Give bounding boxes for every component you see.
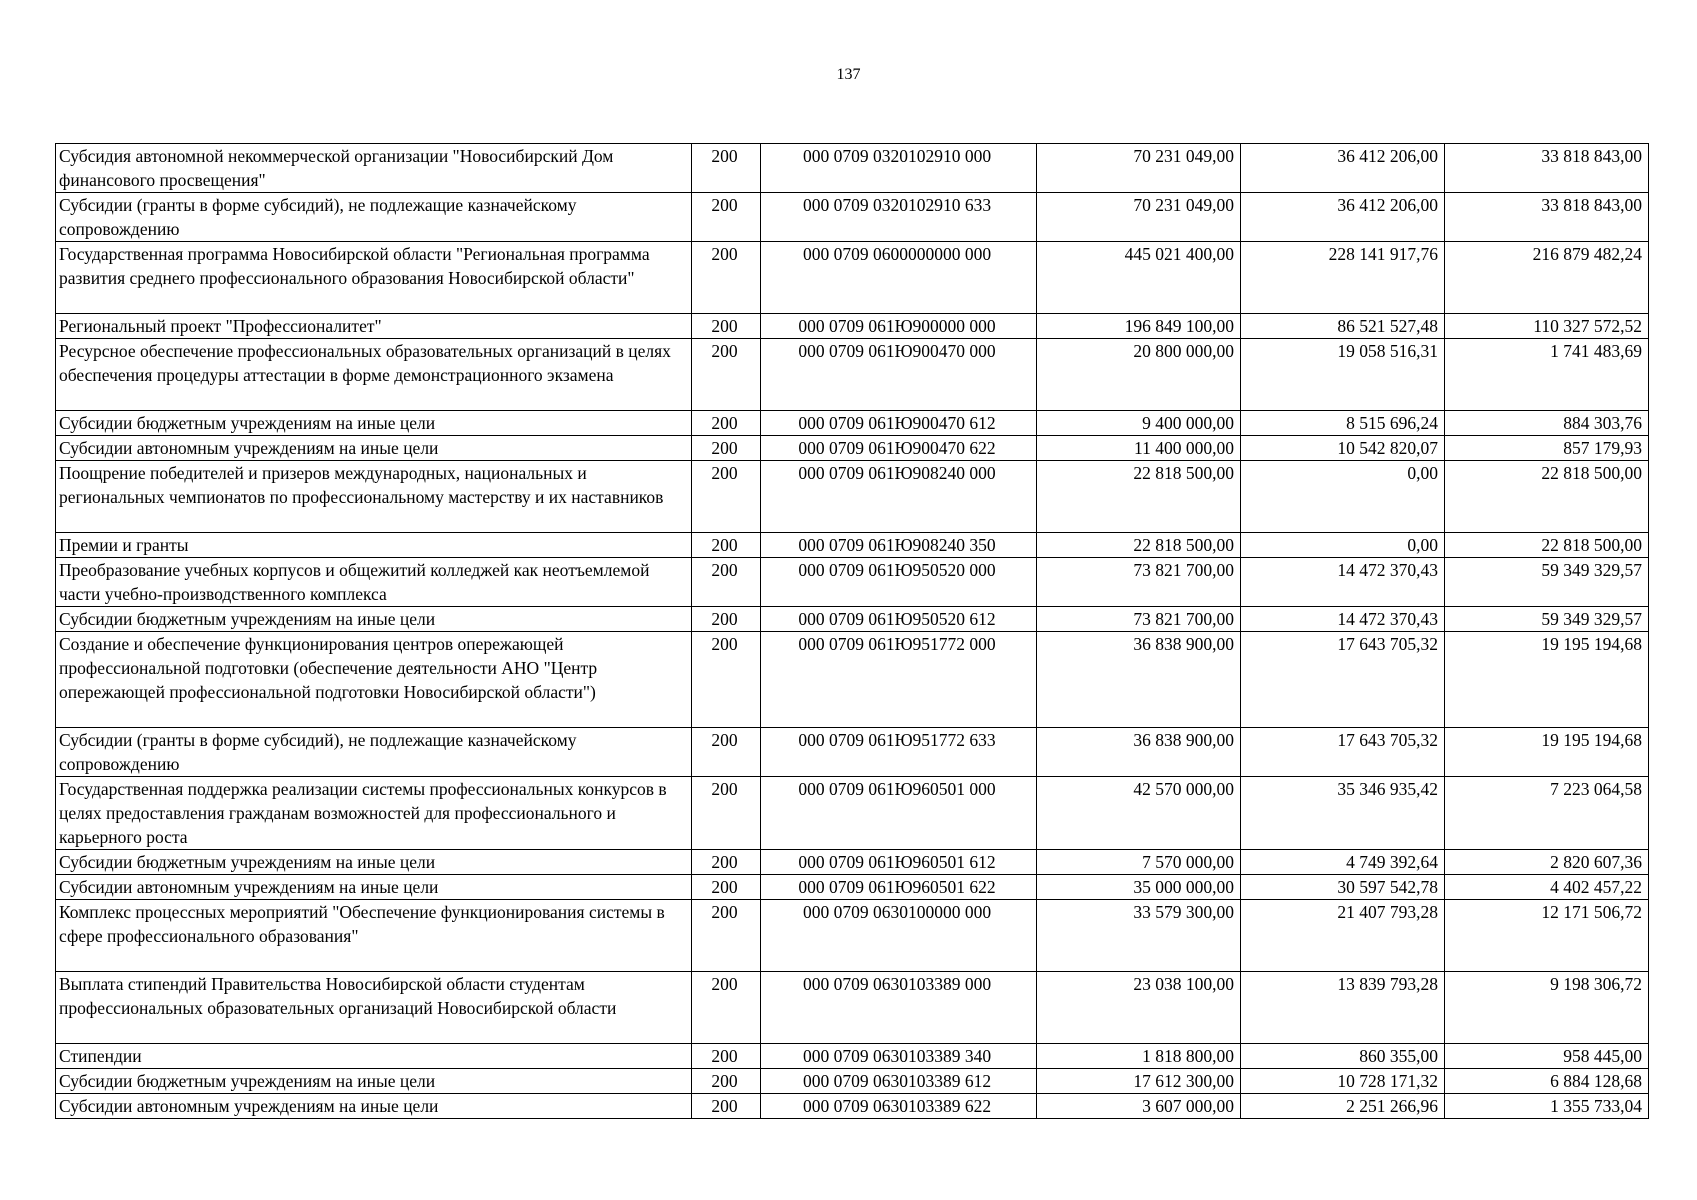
- admin-code: 200: [692, 411, 761, 436]
- unexecuted-amount: 33 818 843,00: [1445, 144, 1649, 193]
- expense-name: Субсидии (гранты в форме субсидий), не подлежащие казначейскому сопровождению: [56, 193, 692, 242]
- budget-classification-code: 000 0709 061Ю951772 633: [761, 728, 1037, 777]
- executed-amount: 2 251 266,96: [1241, 1094, 1445, 1119]
- unexecuted-amount: 4 402 457,22: [1445, 875, 1649, 900]
- admin-code: 200: [692, 144, 761, 193]
- approved-amount: 33 579 300,00: [1037, 900, 1241, 972]
- expense-name: Государственная программа Новосибирской области "Региональная программа развития среднего профессионального образования Новосибирской области": [56, 242, 692, 314]
- budget-classification-code: 000 0709 061Ю900000 000: [761, 314, 1037, 339]
- page-number: 137: [836, 66, 861, 83]
- approved-amount: 35 000 000,00: [1037, 875, 1241, 900]
- unexecuted-amount: 22 818 500,00: [1445, 533, 1649, 558]
- executed-amount: 19 058 516,31: [1241, 339, 1445, 411]
- expense-name: Субсидии бюджетным учреждениям на иные цели: [56, 607, 692, 632]
- expense-name: Поощрение победителей и призеров международных, национальных и региональных чемпионатов по профессиональному мастерству и их наставников: [56, 461, 692, 533]
- admin-code: 200: [692, 1069, 761, 1094]
- executed-amount: 10 728 171,32: [1241, 1069, 1445, 1094]
- admin-code: 200: [692, 900, 761, 972]
- unexecuted-amount: 6 884 128,68: [1445, 1069, 1649, 1094]
- budget-classification-code: 000 0709 061Ю960501 000: [761, 777, 1037, 850]
- unexecuted-amount: 59 349 329,57: [1445, 607, 1649, 632]
- budget-classification-code: 000 0709 0630103389 340: [761, 1044, 1037, 1069]
- unexecuted-amount: 2 820 607,36: [1445, 850, 1649, 875]
- table-row: [56, 972, 1649, 1044]
- budget-classification-code: 000 0709 061Ю900470 612: [761, 411, 1037, 436]
- table-row: [56, 144, 1649, 193]
- expense-name: Региональный проект "Профессионалитет": [56, 314, 692, 339]
- admin-code: 200: [692, 1094, 761, 1119]
- executed-amount: 860 355,00: [1241, 1044, 1445, 1069]
- expense-name: Субсидии бюджетным учреждениям на иные цели: [56, 850, 692, 875]
- executed-amount: 10 542 820,07: [1241, 436, 1445, 461]
- approved-amount: 445 021 400,00: [1037, 242, 1241, 314]
- unexecuted-amount: 857 179,93: [1445, 436, 1649, 461]
- budget-classification-code: 000 0709 0320102910 633: [761, 193, 1037, 242]
- table-row: [56, 533, 1649, 558]
- table-row: [56, 632, 1649, 728]
- budget-classification-code: 000 0709 0630103389 622: [761, 1094, 1037, 1119]
- executed-amount: 8 515 696,24: [1241, 411, 1445, 436]
- executed-amount: 228 141 917,76: [1241, 242, 1445, 314]
- budget-classification-code: 000 0709 0630103389 612: [761, 1069, 1037, 1094]
- unexecuted-amount: 216 879 482,24: [1445, 242, 1649, 314]
- unexecuted-amount: 12 171 506,72: [1445, 900, 1649, 972]
- admin-code: 200: [692, 875, 761, 900]
- unexecuted-amount: 1 355 733,04: [1445, 1094, 1649, 1119]
- approved-amount: 42 570 000,00: [1037, 777, 1241, 850]
- executed-amount: 14 472 370,43: [1241, 558, 1445, 607]
- budget-classification-code: 000 0709 061Ю960501 612: [761, 850, 1037, 875]
- executed-amount: 21 407 793,28: [1241, 900, 1445, 972]
- admin-code: 200: [692, 607, 761, 632]
- expense-name: Субсидии автономным учреждениям на иные цели: [56, 436, 692, 461]
- executed-amount: 30 597 542,78: [1241, 875, 1445, 900]
- executed-amount: 17 643 705,32: [1241, 632, 1445, 728]
- expense-name: Субсидии автономным учреждениям на иные цели: [56, 1094, 692, 1119]
- executed-amount: 0,00: [1241, 461, 1445, 533]
- expense-name: Стипендии: [56, 1044, 692, 1069]
- table-row: [56, 461, 1649, 533]
- executed-amount: 35 346 935,42: [1241, 777, 1445, 850]
- expense-name: Создание и обеспечение функционирования центров опережающей профессиональной подготовки (обеспечение деятельности АНО "Центр опережающей профессиональной подготовки Новосибирской области"): [56, 632, 692, 728]
- budget-classification-code: 000 0709 0600000000 000: [761, 242, 1037, 314]
- unexecuted-amount: 59 349 329,57: [1445, 558, 1649, 607]
- budget-classification-code: 000 0709 0320102910 000: [761, 144, 1037, 193]
- unexecuted-amount: 884 303,76: [1445, 411, 1649, 436]
- budget-classification-code: 000 0709 0630100000 000: [761, 900, 1037, 972]
- table-row: [56, 875, 1649, 900]
- approved-amount: 73 821 700,00: [1037, 558, 1241, 607]
- expense-name: Премии и гранты: [56, 533, 692, 558]
- approved-amount: 73 821 700,00: [1037, 607, 1241, 632]
- table-row: [56, 1069, 1649, 1094]
- executed-amount: 36 412 206,00: [1241, 144, 1445, 193]
- expense-name: Субсидии автономным учреждениям на иные цели: [56, 875, 692, 900]
- expense-name: Комплекс процессных мероприятий "Обеспечение функционирования системы в сфере профессионального образования": [56, 900, 692, 972]
- expense-name: Субсидии бюджетным учреждениям на иные цели: [56, 411, 692, 436]
- budget-classification-code: 000 0709 061Ю950520 000: [761, 558, 1037, 607]
- table-row: [56, 314, 1649, 339]
- table-row: [56, 850, 1649, 875]
- unexecuted-amount: 19 195 194,68: [1445, 632, 1649, 728]
- approved-amount: 17 612 300,00: [1037, 1069, 1241, 1094]
- table-row: [56, 1044, 1649, 1069]
- admin-code: 200: [692, 339, 761, 411]
- approved-amount: 22 818 500,00: [1037, 461, 1241, 533]
- expense-name: Субсидия автономной некоммерческой организации "Новосибирский Дом финансового просвещения": [56, 144, 692, 193]
- budget-classification-code: 000 0709 061Ю908240 350: [761, 533, 1037, 558]
- expense-name: Ресурсное обеспечение профессиональных образовательных организаций в целях обеспечения процедуры аттестации в форме демонстрационного экзамена: [56, 339, 692, 411]
- table-row: [56, 728, 1649, 777]
- admin-code: 200: [692, 728, 761, 777]
- admin-code: 200: [692, 558, 761, 607]
- executed-amount: 86 521 527,48: [1241, 314, 1445, 339]
- executed-amount: 36 412 206,00: [1241, 193, 1445, 242]
- budget-execution-table: [55, 143, 1649, 1119]
- approved-amount: 70 231 049,00: [1037, 144, 1241, 193]
- approved-amount: 1 818 800,00: [1037, 1044, 1241, 1069]
- expense-name: Выплата стипендий Правительства Новосибирской области студентам профессиональных образовательных организаций Новосибирской области: [56, 972, 692, 1044]
- executed-amount: 13 839 793,28: [1241, 972, 1445, 1044]
- unexecuted-amount: 33 818 843,00: [1445, 193, 1649, 242]
- approved-amount: 11 400 000,00: [1037, 436, 1241, 461]
- unexecuted-amount: 958 445,00: [1445, 1044, 1649, 1069]
- budget-classification-code: 000 0709 061Ю951772 000: [761, 632, 1037, 728]
- unexecuted-amount: 22 818 500,00: [1445, 461, 1649, 533]
- executed-amount: 14 472 370,43: [1241, 607, 1445, 632]
- expense-name: Субсидии (гранты в форме субсидий), не подлежащие казначейскому сопровождению: [56, 728, 692, 777]
- admin-code: 200: [692, 461, 761, 533]
- admin-code: 200: [692, 242, 761, 314]
- table-row: [56, 411, 1649, 436]
- unexecuted-amount: 19 195 194,68: [1445, 728, 1649, 777]
- admin-code: 200: [692, 972, 761, 1044]
- approved-amount: 9 400 000,00: [1037, 411, 1241, 436]
- admin-code: 200: [692, 436, 761, 461]
- budget-classification-code: 000 0709 061Ю900470 000: [761, 339, 1037, 411]
- table-row: [56, 193, 1649, 242]
- admin-code: 200: [692, 850, 761, 875]
- budget-classification-code: 000 0709 061Ю950520 612: [761, 607, 1037, 632]
- table-row: [56, 607, 1649, 632]
- approved-amount: 3 607 000,00: [1037, 1094, 1241, 1119]
- expense-name: Субсидии бюджетным учреждениям на иные цели: [56, 1069, 692, 1094]
- approved-amount: 70 231 049,00: [1037, 193, 1241, 242]
- table-row: [56, 436, 1649, 461]
- unexecuted-amount: 110 327 572,52: [1445, 314, 1649, 339]
- table-row: [56, 900, 1649, 972]
- admin-code: 200: [692, 632, 761, 728]
- unexecuted-amount: 9 198 306,72: [1445, 972, 1649, 1044]
- approved-amount: 20 800 000,00: [1037, 339, 1241, 411]
- admin-code: 200: [692, 314, 761, 339]
- expense-name: Преобразование учебных корпусов и общежитий колледжей как неотъемлемой части учебно-производственного комплекса: [56, 558, 692, 607]
- approved-amount: 23 038 100,00: [1037, 972, 1241, 1044]
- unexecuted-amount: 1 741 483,69: [1445, 339, 1649, 411]
- executed-amount: 0,00: [1241, 533, 1445, 558]
- table-row: [56, 242, 1649, 314]
- table-row: [56, 558, 1649, 607]
- approved-amount: 36 838 900,00: [1037, 728, 1241, 777]
- admin-code: 200: [692, 533, 761, 558]
- table-row: [56, 1094, 1649, 1119]
- budget-classification-code: 000 0709 061Ю900470 622: [761, 436, 1037, 461]
- admin-code: 200: [692, 1044, 761, 1069]
- expense-name: Государственная поддержка реализации системы профессиональных конкурсов в целях предоставления гражданам возможностей для профессионального и карьерного роста: [56, 777, 692, 850]
- budget-classification-code: 000 0709 0630103389 000: [761, 972, 1037, 1044]
- approved-amount: 22 818 500,00: [1037, 533, 1241, 558]
- approved-amount: 36 838 900,00: [1037, 632, 1241, 728]
- admin-code: 200: [692, 193, 761, 242]
- approved-amount: 7 570 000,00: [1037, 850, 1241, 875]
- admin-code: 200: [692, 777, 761, 850]
- approved-amount: 196 849 100,00: [1037, 314, 1241, 339]
- table-row: [56, 777, 1649, 850]
- table-row: [56, 339, 1649, 411]
- executed-amount: 4 749 392,64: [1241, 850, 1445, 875]
- executed-amount: 17 643 705,32: [1241, 728, 1445, 777]
- unexecuted-amount: 7 223 064,58: [1445, 777, 1649, 850]
- budget-classification-code: 000 0709 061Ю908240 000: [761, 461, 1037, 533]
- budget-classification-code: 000 0709 061Ю960501 622: [761, 875, 1037, 900]
